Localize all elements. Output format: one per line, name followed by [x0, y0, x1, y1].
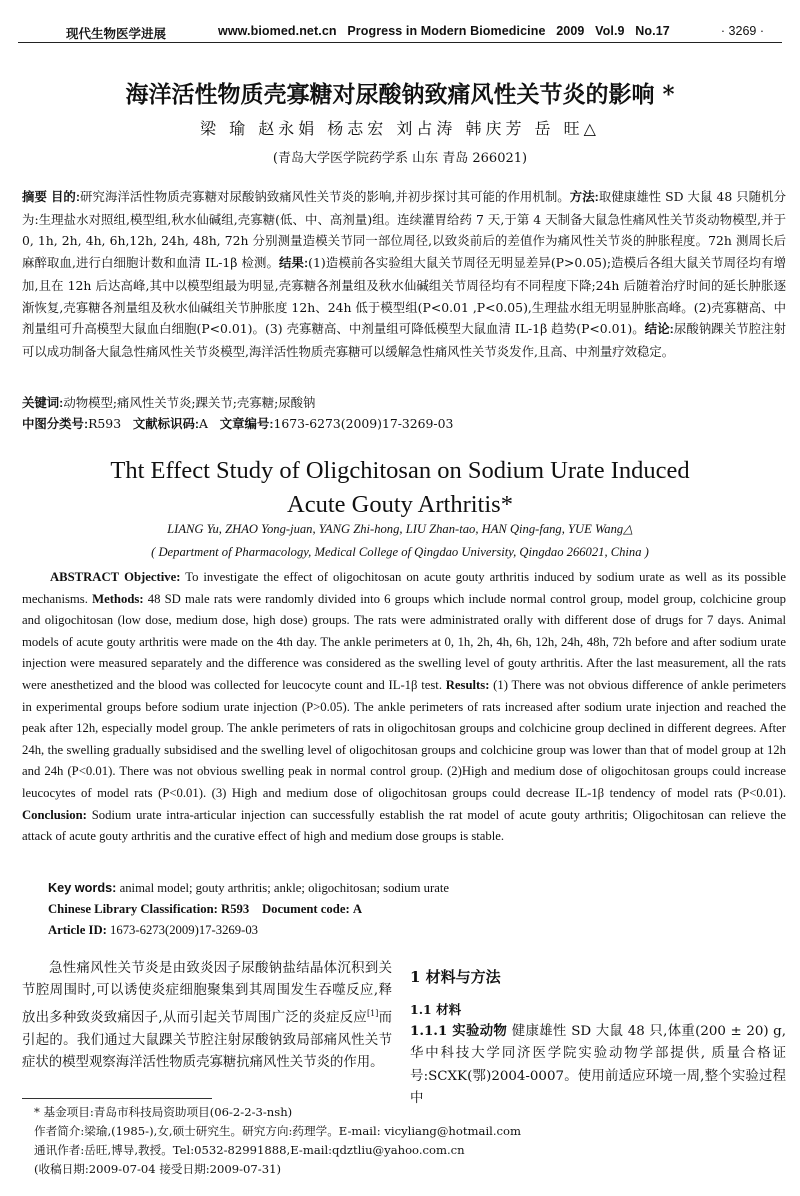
running-header: [18, 20, 782, 43]
journal-info: www.biomed.net.cn Progress in Modern Biomedicine 2009 Vol.9 No.17: [218, 24, 670, 38]
classification-cn: [22, 413, 786, 436]
footnote-author: 作者简介:梁瑜,(1985-),女,硕士研究生。研究方向:药理学。E-mail: vicyliang@hotmail.com: [34, 1124, 522, 1138]
doc-cn: A: [199, 416, 208, 431]
abstract-en: [22, 567, 786, 848]
keywords-text-cn: 动物模型;痛风性关节炎;踝关节;壳寡糖;尿酸钠: [63, 395, 316, 410]
article-id-en: 1673-6273(2009)17-3269-03: [110, 923, 259, 937]
doc-en: A: [352, 902, 363, 916]
article-id-cn: 1673-6273(2009)17-3269-03: [273, 416, 454, 431]
footnote-fund: * 基金项目:青岛市科技局资助项目(06-2-2-3-nsh): [34, 1105, 293, 1119]
results-label-cn: 结果:: [279, 256, 309, 271]
keywords-en: [48, 878, 748, 900]
doc-label-cn: 文献标识码:: [132, 417, 199, 431]
conclusion-label-cn: 结论:: [644, 322, 674, 337]
clc-en: R593: [221, 902, 250, 916]
paper-title-cn: 海洋活性物质壳寡糖对尿酸钠致痛风性关节炎的影响 *: [125, 81, 675, 108]
objective-en: To investigate the effect of oligochitosan on acute gouty arthritis induced by sodium urate as well as its possible mechanisms.: [22, 570, 786, 606]
paper-title-en: [0, 454, 800, 522]
clc-cn: R593: [88, 416, 122, 431]
authors-cn: 梁 瑜 赵永娟 杨志宏 刘占涛 韩庆芳 岳 旺△: [200, 119, 600, 138]
methods-label-cn: 方法:: [569, 190, 599, 204]
conclusion-en: Sodium urate intra-articular injection can successfully establish the rat model of acute gouty arthritis; Oligochitosan can relieve the attack of acute gouty arthritis and the curative effect of high and medium dose groups is stable.: [22, 807, 787, 844]
methods-cn: 取健康雄性 SD 大鼠 48 只随机分为:生理盐水对照组,模型组,秋水仙碱组,壳寡糖(低、中、高剂量)组。连续灌胃给药 7 天,于第 4 天制备大鼠急性痛风性关节炎动物模型,并于 0, 1h, 2h, 4h, 6h,12h, 24h, 48h, 72h 分别测量造模关节同一部位周径,以致炎前后的差值作为痛风性关节炎的肿胀程度。72h 测周长后麻醉取血,进行白细胞计数和血清 IL-1β 检测。: [22, 189, 786, 271]
clc-label-en: Chinese Library Classification:: [48, 902, 218, 916]
results-label-en: Results:: [445, 677, 490, 692]
conclusion-label-en: Conclusion:: [22, 807, 87, 822]
animals-text: 健康雄性 SD 大鼠 48 只,体重(200 ± 20) g,华中科技大学同济医学院实验动物学部提供, 质量合格证号:SCXK(鄂)2004-0007。使用前适应环境一周,整个实验过程中: [410, 1024, 787, 1107]
authors-en: LIANG Yu, ZHAO Yong-juan, YANG Zhi-hong, LIU Zhan-tao, HAN Qing-fang, YUE Wang△: [167, 522, 633, 536]
methods-en: 48 SD male rats were randomly divided into 6 groups which include normal control group, model group, colchicine group and oligochitosan (low dose, medium dose, high dose) groups. The rats were administrated orally with different dose of drugs for 7 days. Animal models of acute gouty arthritis were made on the 4th day. The ankle perimeters at 0, 1h, 2h, 4h, 6h, 12h, 24h, 48h, 72h before and after sodium urate injection were measured separately and the difference was considered as the swelling level of gouty arthritis. After the last measurement, all the rats were anesthetized and the blood was collected for leucocyte count and IL-1β test.: [22, 591, 787, 692]
results-cn: (1)造模前各实验组大鼠关节周径无明显差异(P>0.05);造模后各组大鼠关节周径均有增加,且在 12h 后达高峰,其中以模型组最为明显,壳寡糖各剂量组及秋水仙碱组关节周径均有不同程度下降;24h 后随着治疗时间的延长肿胀逐渐恢复,壳寡糖各剂量组及秋水仙碱组关节肿胀度 12h、24h 低于模型组(P<0.01 ,P<0.05),生理盐水组无明显肿胀高峰。(2)壳寡糖高、中剂量组可升高模型大鼠血白细胞(P<0.01)。(3) 壳寡糖高、中剂量组可降低模型大鼠血清 IL-1β 趋势(P<0.01)。: [22, 255, 787, 337]
results-en: (1) There was not obvious difference of ankle perimeters in experimental groups before sodium urate injection (P>0.05). The ankle perimeters of rats increased after sodium urate injection and reached the peak after 12h, especially model group. The ankle perimeters of rats in oligochitosan groups and colchicine group declined in different degrees. After 24h, the swelling gradually subsidised and the swelling level of oligochitosan groups and colchicine group was lower than that of model group at 12h and 24h (P<0.01). There was not obvious swelling peak in normal control group. (2)High and medium dose of oligochitosan groups could increase leucocytes of model rats (P<0.01). (3) High and medium dose of oligochitosan groups could decrease IL-1β tendency of model rats (P<0.01).: [22, 677, 787, 800]
conclusion-cn: 尿酸钠踝关节腔注射可以成功制备大鼠急性痛风性关节炎模型,海洋活性物质壳寡糖可以缓解急性痛风性关节炎发作,且高、中剂量疗效稳定。: [22, 321, 786, 359]
paper-title-en-text: Tht Effect Study of Oligchitosan on Sodium Urate Induced Acute Gouty Arthritis*: [110, 457, 690, 518]
animals-paragraph: [410, 1020, 786, 1111]
clc-label-cn: 中图分类号:: [22, 417, 89, 431]
methods-label-en: Methods:: [92, 591, 144, 606]
intro-text-1: 急性痛风性关节炎是由致炎因子尿酸钠盐结晶体沉积到关节腔周围时,可以诱使炎症细胞聚集到其周围发生吞噬反应,释放出多种致炎致痛因子,从而引起关节周围广泛的炎症反应: [22, 961, 392, 1026]
doc-label-en: Document code:: [261, 902, 350, 916]
article-id-en-line: [48, 920, 748, 942]
abstract-label-en: ABSTRACT: [50, 570, 120, 584]
keywords-label-cn: 关键词:: [22, 396, 64, 410]
objective-label-cn: 目的:: [50, 190, 80, 204]
article-label-cn: 文章编号:: [219, 417, 274, 431]
classification-en: [48, 899, 748, 921]
objective-cn: 研究海洋活性物质壳寡糖对尿酸钠致痛风性关节炎的影响,并初步探讨其可能的作用机制。: [79, 189, 570, 204]
article-label-en: Article ID:: [48, 923, 107, 937]
footnote-dates: (收稿日期:2009-07-04 接受日期:2009-07-31): [34, 1162, 281, 1176]
abstract-label-cn: 摘要: [22, 190, 47, 204]
journal-name-cn: 现代生物医学进展: [66, 27, 167, 41]
introduction-paragraph: [22, 958, 392, 1075]
page-number: · 3269 ·: [720, 24, 764, 38]
keywords-text-en: animal model; gouty arthritis; ankle; oligochitosan; sodium urate: [119, 881, 450, 895]
subsection-heading-materials: 1.1 材料: [410, 1002, 462, 1017]
affiliation-cn: (青岛大学医学院药学系 山东 青岛 266021): [272, 151, 528, 166]
objective-label-en: Objective:: [124, 570, 181, 584]
reference-1[interactable]: [1]: [367, 1008, 379, 1018]
abstract-cn: [22, 186, 786, 363]
animals-label: 1.1.1 实验动物: [410, 1023, 508, 1039]
footnote-divider: [22, 1098, 212, 1099]
keywords-label-en: Key words:: [48, 881, 117, 895]
footnote-correspondence: 通讯作者:岳旺,博导,教授。Tel:0532-82991888,E-mail:qdztliu@yahoo.com.cn: [34, 1143, 465, 1157]
affiliation-en: ( Department of Pharmacology, Medical College of Qingdao University, Qingdao 266021, China ): [151, 545, 649, 559]
intro-text-2: 而引起的。我们通过大鼠踝关节腔注射尿酸钠致局部痛风性关节症状的模型观察海洋活性物质壳寡糖抗痛风性关节炎的作用。: [22, 1010, 392, 1071]
section-heading-methods: 1 材料与方法: [410, 968, 501, 986]
keywords-cn: [22, 392, 786, 415]
